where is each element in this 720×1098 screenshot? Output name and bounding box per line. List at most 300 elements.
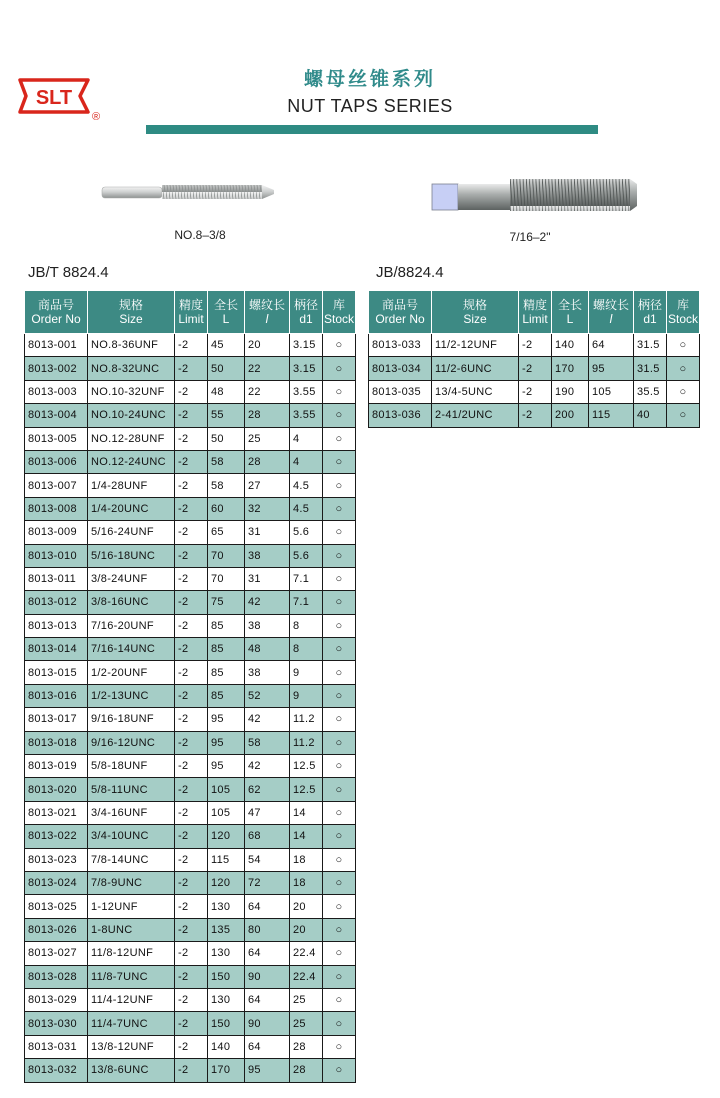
col-header-shank-dia <box>290 291 323 334</box>
cell-order-no: 8013-002 <box>25 357 88 380</box>
cell-stock: ○ <box>323 965 356 988</box>
cell-shank-dia: 20 <box>290 918 323 941</box>
col-header-en: l <box>609 312 613 326</box>
cell-size: NO.10-32UNF <box>88 380 175 403</box>
cell-shank-dia: 12.5 <box>290 778 323 801</box>
cell-thread-length: 31 <box>245 521 290 544</box>
cell-thread-length: 80 <box>245 918 290 941</box>
table-row <box>25 521 356 544</box>
col-header-en: Limit <box>178 312 204 326</box>
col-header-length <box>552 291 589 334</box>
cell-stock: ○ <box>323 591 356 614</box>
svg-text:®: ® <box>91 111 101 123</box>
large-tap-caption: 7/16–2" <box>509 230 551 244</box>
cell-stock: ○ <box>667 380 700 403</box>
cell-size: 11/8-12UNF <box>88 942 175 965</box>
cell-size: 13/8-12UNF <box>88 1035 175 1058</box>
col-header-shank-dia <box>634 291 667 334</box>
cell-limit: -2 <box>175 474 208 497</box>
cell-order-no: 8013-013 <box>25 614 88 637</box>
cell-stock: ○ <box>323 614 356 637</box>
cell-length: 130 <box>208 895 245 918</box>
table-row <box>25 801 356 824</box>
cell-order-no: 8013-016 <box>25 684 88 707</box>
cell-size: NO.8-36UNF <box>88 334 175 357</box>
cell-size: 7/8-9UNC <box>88 871 175 894</box>
cell-thread-length: 54 <box>245 848 290 871</box>
table-row <box>369 380 700 403</box>
cell-length: 85 <box>208 638 245 661</box>
col-header-cn: 螺纹长 <box>248 298 285 312</box>
table-row <box>25 755 356 778</box>
cell-thread-length: 42 <box>245 591 290 614</box>
cell-order-no: 8013-005 <box>25 427 88 450</box>
cell-thread-length: 62 <box>245 778 290 801</box>
col-header-en: Size <box>463 312 487 326</box>
title-divider <box>146 125 598 134</box>
cell-size: 5/8-18UNF <box>88 755 175 778</box>
cell-stock: ○ <box>323 521 356 544</box>
cell-size: 11/4-12UNF <box>88 988 175 1011</box>
cell-order-no: 8013-011 <box>25 567 88 590</box>
col-header-stock <box>323 291 356 334</box>
cell-limit: -2 <box>519 334 552 357</box>
cell-thread-length: 105 <box>589 380 634 403</box>
cell-thread-length: 27 <box>245 474 290 497</box>
col-header-stock <box>667 291 700 334</box>
cell-size: 11/2-6UNC <box>432 357 519 380</box>
cell-shank-dia: 3.15 <box>290 357 323 380</box>
cell-order-no: 8013-017 <box>25 708 88 731</box>
large-tap-image <box>430 176 640 221</box>
cell-order-no: 8013-036 <box>369 404 432 427</box>
cell-stock: ○ <box>323 497 356 520</box>
cell-size: 9/16-18UNF <box>88 708 175 731</box>
col-header-en: L <box>222 312 230 326</box>
col-header-length <box>208 291 245 334</box>
cell-length: 70 <box>208 544 245 567</box>
col-header-en: Limit <box>522 312 548 326</box>
table-row <box>25 661 356 684</box>
cell-order-no: 8013-023 <box>25 848 88 871</box>
col-header-cn: 商品号 <box>381 298 418 312</box>
cell-thread-length: 28 <box>245 450 290 473</box>
table-row <box>25 638 356 661</box>
cell-length: 70 <box>208 567 245 590</box>
col-header-cn: 全长 <box>557 298 582 312</box>
cell-length: 170 <box>208 1059 245 1082</box>
col-header-cn: 柄径 <box>293 298 318 312</box>
cell-size: 7/8-14UNC <box>88 848 175 871</box>
cell-limit: -2 <box>175 1059 208 1082</box>
cell-length: 120 <box>208 825 245 848</box>
cell-length: 95 <box>208 755 245 778</box>
cell-shank-dia: 18 <box>290 871 323 894</box>
left-standard-label: JB/T 8824.4 <box>28 264 109 281</box>
cell-length: 65 <box>208 521 245 544</box>
table-row <box>25 334 356 357</box>
cell-stock: ○ <box>323 871 356 894</box>
cell-order-no: 8013-003 <box>25 380 88 403</box>
page-title-en: NUT TAPS SERIES <box>287 96 453 116</box>
cell-order-no: 8013-030 <box>25 1012 88 1035</box>
table-header <box>25 291 356 334</box>
cell-size: 13/4-5UNC <box>432 380 519 403</box>
cell-length: 60 <box>208 497 245 520</box>
cell-shank-dia: 4 <box>290 427 323 450</box>
cell-length: 85 <box>208 614 245 637</box>
cell-length: 75 <box>208 591 245 614</box>
small-tap-image <box>100 178 278 211</box>
cell-limit: -2 <box>175 661 208 684</box>
table-row <box>25 614 356 637</box>
table-row <box>25 988 356 1011</box>
col-header-cn: 精度 <box>178 298 203 312</box>
cell-stock: ○ <box>667 357 700 380</box>
table-row <box>25 1059 356 1082</box>
col-header-limit <box>175 291 208 334</box>
table-row <box>25 427 356 450</box>
cell-stock: ○ <box>323 988 356 1011</box>
table-row <box>25 848 356 871</box>
cell-order-no: 8013-018 <box>25 731 88 754</box>
cell-size: 3/8-24UNF <box>88 567 175 590</box>
col-header-cn: 柄径 <box>637 298 662 312</box>
cell-shank-dia: 5.6 <box>290 521 323 544</box>
small-tap-caption: NO.8–3/8 <box>174 228 226 242</box>
cell-limit: -2 <box>175 638 208 661</box>
table-row <box>25 825 356 848</box>
cell-order-no: 8013-029 <box>25 988 88 1011</box>
table-row <box>25 708 356 731</box>
cell-length: 45 <box>208 334 245 357</box>
cell-shank-dia: 25 <box>290 1012 323 1035</box>
svg-text:SLT: SLT <box>35 87 73 109</box>
cell-thread-length: 64 <box>589 334 634 357</box>
cell-length: 120 <box>208 871 245 894</box>
cell-length: 150 <box>208 965 245 988</box>
cell-length: 200 <box>552 404 589 427</box>
cell-thread-length: 95 <box>589 357 634 380</box>
left-spec-table <box>24 290 356 1083</box>
table-row <box>25 965 356 988</box>
cell-order-no: 8013-025 <box>25 895 88 918</box>
table-row <box>25 591 356 614</box>
cell-thread-length: 32 <box>245 497 290 520</box>
cell-size: 11/2-12UNF <box>432 334 519 357</box>
cell-shank-dia: 28 <box>290 1059 323 1082</box>
cell-length: 48 <box>208 380 245 403</box>
cell-limit: -2 <box>175 731 208 754</box>
cell-shank-dia: 22.4 <box>290 965 323 988</box>
table-row <box>369 334 700 357</box>
cell-stock: ○ <box>323 731 356 754</box>
cell-size: 11/4-7UNC <box>88 1012 175 1035</box>
cell-size: 1-8UNC <box>88 918 175 941</box>
cell-thread-length: 95 <box>245 1059 290 1082</box>
col-header-cn: 库 <box>676 298 689 312</box>
cell-size: 1/4-20UNC <box>88 497 175 520</box>
cell-thread-length: 22 <box>245 380 290 403</box>
cell-stock: ○ <box>667 334 700 357</box>
cell-limit: -2 <box>175 918 208 941</box>
cell-shank-dia: 12.5 <box>290 755 323 778</box>
table-row <box>25 544 356 567</box>
cell-limit: -2 <box>175 334 208 357</box>
cell-stock: ○ <box>323 567 356 590</box>
cell-shank-dia: 3.55 <box>290 380 323 403</box>
cell-thread-length: 20 <box>245 334 290 357</box>
cell-stock: ○ <box>323 474 356 497</box>
cell-size: 5/16-18UNC <box>88 544 175 567</box>
right-spec-table <box>368 290 700 428</box>
cell-limit: -2 <box>519 357 552 380</box>
cell-limit: -2 <box>175 1012 208 1035</box>
cell-length: 140 <box>552 334 589 357</box>
cell-order-no: 8013-031 <box>25 1035 88 1058</box>
cell-stock: ○ <box>323 755 356 778</box>
cell-stock: ○ <box>323 638 356 661</box>
cell-length: 95 <box>208 708 245 731</box>
cell-order-no: 8013-024 <box>25 871 88 894</box>
cell-shank-dia: 22.4 <box>290 942 323 965</box>
col-header-en: Order No <box>375 312 425 326</box>
cell-size: 7/16-20UNF <box>88 614 175 637</box>
cell-order-no: 8013-012 <box>25 591 88 614</box>
cell-thread-length: 68 <box>245 825 290 848</box>
cell-thread-length: 38 <box>245 544 290 567</box>
cell-limit: -2 <box>175 988 208 1011</box>
cell-size: 3/4-16UNF <box>88 801 175 824</box>
cell-size: NO.10-24UNC <box>88 404 175 427</box>
cell-length: 115 <box>208 848 245 871</box>
cell-limit: -2 <box>175 427 208 450</box>
col-header-en: Stock <box>323 312 354 326</box>
cell-length: 85 <box>208 661 245 684</box>
table-row <box>25 474 356 497</box>
cell-stock: ○ <box>323 895 356 918</box>
cell-shank-dia: 4 <box>290 450 323 473</box>
cell-thread-length: 22 <box>245 357 290 380</box>
cell-limit: -2 <box>175 684 208 707</box>
table-row <box>25 684 356 707</box>
cell-limit: -2 <box>175 521 208 544</box>
cell-thread-length: 25 <box>245 427 290 450</box>
cell-length: 140 <box>208 1035 245 1058</box>
cell-thread-length: 48 <box>245 638 290 661</box>
cell-thread-length: 58 <box>245 731 290 754</box>
cell-stock: ○ <box>323 404 356 427</box>
cell-size: NO.12-28UNF <box>88 427 175 450</box>
cell-stock: ○ <box>323 801 356 824</box>
cell-shank-dia: 4.5 <box>290 497 323 520</box>
cell-order-no: 8013-015 <box>25 661 88 684</box>
cell-limit: -2 <box>175 965 208 988</box>
cell-order-no: 8013-020 <box>25 778 88 801</box>
cell-limit: -2 <box>519 380 552 403</box>
cell-length: 150 <box>208 1012 245 1035</box>
cell-shank-dia: 9 <box>290 684 323 707</box>
cell-size: NO.12-24UNC <box>88 450 175 473</box>
cell-order-no: 8013-028 <box>25 965 88 988</box>
cell-stock: ○ <box>667 404 700 427</box>
cell-order-no: 8013-010 <box>25 544 88 567</box>
table-row <box>25 497 356 520</box>
cell-shank-dia: 14 <box>290 801 323 824</box>
cell-limit: -2 <box>175 801 208 824</box>
cell-thread-length: 72 <box>245 871 290 894</box>
col-header-cn: 全长 <box>213 298 238 312</box>
table-row <box>25 778 356 801</box>
cell-order-no: 8013-026 <box>25 918 88 941</box>
cell-order-no: 8013-021 <box>25 801 88 824</box>
col-header-en: L <box>566 312 574 326</box>
col-header-en: d1 <box>643 312 657 326</box>
cell-size: 2-41/2UNC <box>432 404 519 427</box>
cell-thread-length: 64 <box>245 942 290 965</box>
cell-thread-length: 38 <box>245 661 290 684</box>
cell-size: 3/8-16UNC <box>88 591 175 614</box>
cell-stock: ○ <box>323 778 356 801</box>
cell-shank-dia: 3.55 <box>290 404 323 427</box>
cell-limit: -2 <box>175 357 208 380</box>
cell-size: 5/16-24UNF <box>88 521 175 544</box>
cell-shank-dia: 9 <box>290 661 323 684</box>
cell-length: 50 <box>208 427 245 450</box>
cell-order-no: 8013-007 <box>25 474 88 497</box>
cell-thread-length: 42 <box>245 708 290 731</box>
cell-length: 170 <box>552 357 589 380</box>
cell-shank-dia: 11.2 <box>290 731 323 754</box>
cell-limit: -2 <box>175 825 208 848</box>
cell-order-no: 8013-004 <box>25 404 88 427</box>
cell-size: 7/16-14UNC <box>88 638 175 661</box>
table-row <box>25 1012 356 1035</box>
table-row <box>25 871 356 894</box>
col-header-en: Order No <box>31 312 81 326</box>
cell-shank-dia: 31.5 <box>634 334 667 357</box>
table-row <box>369 357 700 380</box>
cell-stock: ○ <box>323 1012 356 1035</box>
col-header-size <box>432 291 519 334</box>
col-header-limit <box>519 291 552 334</box>
cell-thread-length: 28 <box>245 404 290 427</box>
cell-shank-dia: 28 <box>290 1035 323 1058</box>
cell-size: NO.8-32UNC <box>88 357 175 380</box>
cell-thread-length: 115 <box>589 404 634 427</box>
col-header-cn: 螺纹长 <box>592 298 629 312</box>
cell-limit: -2 <box>175 380 208 403</box>
cell-limit: -2 <box>175 755 208 778</box>
cell-shank-dia: 20 <box>290 895 323 918</box>
cell-shank-dia: 40 <box>634 404 667 427</box>
cell-stock: ○ <box>323 918 356 941</box>
cell-thread-length: 64 <box>245 895 290 918</box>
cell-stock: ○ <box>323 357 356 380</box>
col-header-cn: 规格 <box>118 298 143 312</box>
cell-order-no: 8013-019 <box>25 755 88 778</box>
cell-limit: -2 <box>175 871 208 894</box>
cell-order-no: 8013-001 <box>25 334 88 357</box>
col-header-cn: 商品号 <box>37 298 74 312</box>
cell-limit: -2 <box>175 544 208 567</box>
col-header-thread-length <box>589 291 634 334</box>
cell-limit: -2 <box>175 848 208 871</box>
cell-shank-dia: 8 <box>290 614 323 637</box>
page-title-cn: 螺母丝锥系列 <box>303 68 436 90</box>
cell-size: 1-12UNF <box>88 895 175 918</box>
col-header-cn: 精度 <box>522 298 547 312</box>
cell-thread-length: 42 <box>245 755 290 778</box>
col-header-en: Stock <box>667 312 698 326</box>
cell-shank-dia: 25 <box>290 988 323 1011</box>
col-header-cn: 库 <box>332 298 345 312</box>
col-header-thread-length <box>245 291 290 334</box>
cell-length: 85 <box>208 684 245 707</box>
cell-thread-length: 52 <box>245 684 290 707</box>
cell-limit: -2 <box>519 404 552 427</box>
table-row <box>25 357 356 380</box>
cell-length: 130 <box>208 942 245 965</box>
cell-order-no: 8013-008 <box>25 497 88 520</box>
table-row <box>25 918 356 941</box>
cell-thread-length: 31 <box>245 567 290 590</box>
cell-length: 130 <box>208 988 245 1011</box>
col-header-order-no <box>25 291 88 334</box>
cell-size: 5/8-11UNC <box>88 778 175 801</box>
cell-size: 1/2-20UNF <box>88 661 175 684</box>
cell-thread-length: 64 <box>245 1035 290 1058</box>
cell-order-no: 8013-009 <box>25 521 88 544</box>
cell-length: 58 <box>208 450 245 473</box>
cell-thread-length: 90 <box>245 1012 290 1035</box>
cell-limit: -2 <box>175 778 208 801</box>
cell-length: 190 <box>552 380 589 403</box>
cell-size: 3/4-10UNC <box>88 825 175 848</box>
cell-shank-dia: 14 <box>290 825 323 848</box>
cell-stock: ○ <box>323 334 356 357</box>
cell-length: 105 <box>208 801 245 824</box>
cell-limit: -2 <box>175 450 208 473</box>
col-header-en: Size <box>119 312 143 326</box>
cell-shank-dia: 31.5 <box>634 357 667 380</box>
cell-limit: -2 <box>175 497 208 520</box>
cell-length: 105 <box>208 778 245 801</box>
cell-limit: -2 <box>175 895 208 918</box>
table-header <box>369 291 700 334</box>
cell-length: 58 <box>208 474 245 497</box>
cell-shank-dia: 5.6 <box>290 544 323 567</box>
cell-order-no: 8013-033 <box>369 334 432 357</box>
table-row <box>25 895 356 918</box>
cell-shank-dia: 11.2 <box>290 708 323 731</box>
cell-order-no: 8013-014 <box>25 638 88 661</box>
col-header-en: l <box>265 312 269 326</box>
cell-shank-dia: 18 <box>290 848 323 871</box>
cell-stock: ○ <box>323 825 356 848</box>
cell-size: 11/8-7UNC <box>88 965 175 988</box>
cell-shank-dia: 8 <box>290 638 323 661</box>
cell-size: 9/16-12UNC <box>88 731 175 754</box>
cell-order-no: 8013-032 <box>25 1059 88 1082</box>
cell-size: 1/2-13UNC <box>88 684 175 707</box>
cell-order-no: 8013-034 <box>369 357 432 380</box>
cell-limit: -2 <box>175 591 208 614</box>
cell-limit: -2 <box>175 708 208 731</box>
cell-length: 95 <box>208 731 245 754</box>
cell-order-no: 8013-035 <box>369 380 432 403</box>
table-row <box>25 404 356 427</box>
